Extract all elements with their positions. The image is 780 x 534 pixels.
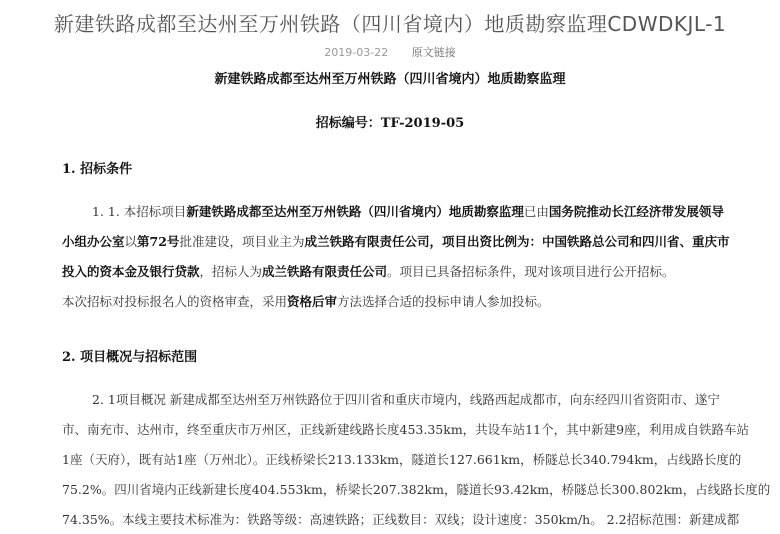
text-run: 本次招标对投标报名人的资格审查，采用 — [62, 294, 288, 309]
text-run: 1. 1. 本招标项目 — [92, 204, 187, 219]
review-method: 资格后审 — [287, 294, 338, 309]
funding-sources: 中国铁路总公司和四川省、重庆市 — [541, 234, 730, 249]
paragraph-1-line-1 — [92, 204, 724, 220]
funding-sources-cont: 投入的资本金及银行贷款 — [62, 264, 200, 279]
source-link[interactable]: 原文链接 — [411, 46, 456, 59]
text-run: 批准建设，项目业主为 — [179, 234, 305, 249]
approving-authority-cont: 小组办公室 — [62, 234, 125, 249]
text-run: ，项目出资比例为： — [429, 234, 542, 249]
section-2-line-1: 2. 1项目概况 新建成都至达州至万州铁路位于四川省和重庆市境内，线路西起成都市，向东经四川省资阳市、遂宁 — [92, 392, 720, 407]
text-run: 方法选择合适的投标申请人参加投标。 — [337, 294, 550, 309]
bid-number: 招标编号：TF-2019-05 — [315, 116, 465, 131]
text-run: 已由 — [523, 204, 549, 219]
approving-authority: 国务院推动长江经济带发展领导 — [548, 204, 724, 219]
document-heading: 新建铁路成都至达州至万州铁路（四川省境内）地质勘察监理 — [214, 72, 566, 87]
section-2-line-3: 1座（天府），既有站1座（万州北）。正线桥梁长213.133km，隧道长127.661km，桥隧总长340.794km，占线路长度的 — [62, 452, 742, 467]
publish-date: 2019-03-22 — [324, 46, 389, 59]
text-run: 以 — [124, 234, 138, 249]
tenderer: 成兰铁路有限责任公司 — [262, 264, 388, 279]
page-title: 新建铁路成都至达州至万州铁路（四川省境内）地质勘察监理CDWDKJL-1 — [53, 12, 727, 36]
paragraph-1-line-2 — [62, 234, 730, 250]
section-1-title: 1. 招标条件 — [62, 162, 133, 177]
project-owner: 成兰铁路有限责任公司 — [304, 234, 430, 249]
paragraph-1-line-3 — [62, 264, 675, 280]
section-2-line-2: 市、南充市、达州市，终至重庆市万州区，正线新建线路长度453.35km，共设车站11个，其中新建9座，利用成自铁路车站 — [62, 422, 750, 437]
section-2-title: 2. 项目概况与招标范围 — [62, 350, 198, 365]
section-2-line-5: 74.35%。本线主要技术标准为：铁路等级：高速铁路；正线数目：双线；设计速度：350km/h。 2.2招标范围：新建成都 — [62, 512, 740, 527]
approval-number: 第72号 — [137, 234, 180, 249]
text-run: 。项目已具备招标条件，现对该项目进行公开招标。 — [387, 264, 675, 279]
text-run: ，招标人为 — [199, 264, 263, 279]
article-meta — [0, 44, 780, 60]
section-2-line-4: 75.2%。四川省境内正线新建长度404.553km，桥梁长207.382km，隧道长93.42km，桥隧总长300.802km，占线路长度的 — [62, 482, 771, 497]
paragraph-2-line-1 — [62, 294, 550, 310]
project-name: 新建铁路成都至达州至万州铁路（四川省境内）地质勘察监理 — [186, 204, 524, 219]
